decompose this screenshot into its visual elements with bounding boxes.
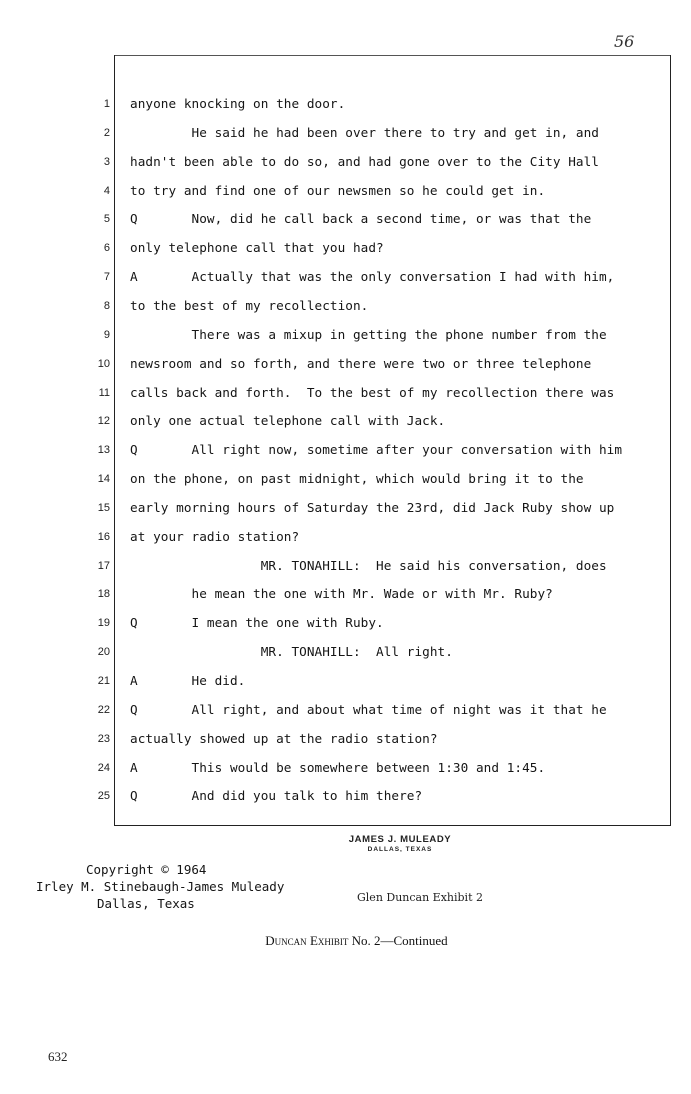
transcript-line: newsroom and so forth, and there were two or three telephone — [130, 355, 592, 371]
line-number: 19 — [97, 617, 110, 630]
reporter-stamp — [300, 834, 500, 853]
transcript-line: actually showed up at the radio station? — [130, 730, 438, 746]
line-number: 25 — [97, 790, 110, 803]
line-number: 20 — [97, 646, 110, 659]
line-number: 23 — [97, 732, 110, 745]
transcript-line: Q All right now, sometime after your conversation with him — [130, 442, 623, 458]
line-number: 18 — [97, 588, 110, 601]
line-number: 17 — [97, 559, 110, 572]
line-number: 12 — [97, 415, 110, 428]
transcript-line: only one actual telephone call with Jack. — [130, 413, 446, 429]
line-number: 3 — [103, 155, 110, 168]
transcript-line: There was a mixup in getting the phone number from the — [130, 326, 607, 342]
caption-word-2: Exhibit — [309, 933, 349, 948]
line-number: 16 — [97, 530, 110, 543]
line-number: 24 — [97, 761, 110, 774]
line-number: 13 — [97, 444, 110, 457]
transcript-line: A He did. — [130, 673, 246, 688]
line-number: 10 — [97, 357, 110, 370]
reporter-name: JAMES J. MULEADY — [348, 834, 452, 845]
transcript-line: he mean the one with Mr. Wade or with Mr. Ruby? — [130, 586, 553, 602]
line-number: 5 — [103, 213, 110, 226]
transcript-line: to the best of my recollection. — [130, 297, 369, 313]
line-number: 2 — [103, 126, 110, 139]
transcript-line: Q Now, did he call back a second time, or was that the — [130, 211, 592, 227]
transcript-line: MR. TONAHILL: He said his conversation, does — [130, 557, 607, 573]
folio-number: 632 — [48, 1049, 68, 1064]
transcript-line: Q All right, and about what time of night was it that he — [130, 701, 607, 717]
line-number: 11 — [98, 386, 110, 399]
line-number: 7 — [103, 271, 110, 284]
caption-rest: No. 2—Continued — [351, 933, 448, 948]
transcript-line: MR. TONAHILL: All right. — [130, 644, 453, 660]
caption-word-1: Duncan — [265, 933, 307, 948]
exhibit-label: Glen Duncan Exhibit 2 — [357, 891, 483, 904]
copyright-line-2: Irley M. Stinebaugh-James Muleady — [36, 879, 285, 894]
line-number: 8 — [103, 299, 110, 312]
line-number: 14 — [97, 473, 110, 486]
line-number: 15 — [97, 501, 110, 514]
transcript-line: A Actually that was the only conversation I had with him, — [130, 269, 615, 285]
line-number: 21 — [97, 675, 110, 687]
reporter-city: DALLAS, TEXAS — [367, 846, 433, 853]
transcript-line: A This would be somewhere between 1:30 and 1:45. — [130, 759, 546, 775]
transcript-line: only telephone call that you had? — [130, 240, 384, 256]
line-number: 6 — [103, 242, 110, 255]
transcript-line: calls back and forth. To the best of my recollection there was — [130, 384, 615, 400]
transcript-line: early morning hours of Saturday the 23rd, did Jack Ruby show up — [130, 499, 615, 515]
transcript-line: He said he had been over there to try and get in, and — [130, 124, 599, 140]
line-number: 9 — [103, 328, 110, 341]
transcript-line: on the phone, on past midnight, which would bring it to the — [130, 471, 584, 487]
transcript-line: hadn't been able to do so, and had gone over to the City Hall — [130, 153, 599, 169]
page-number-handwritten: 56 — [614, 32, 635, 51]
line-number: 22 — [97, 703, 110, 716]
transcript-line: to try and find one of our newsmen so he could get in. — [130, 182, 546, 198]
line-number: 4 — [103, 184, 110, 197]
line-number: 1 — [103, 98, 110, 110]
exhibit-caption — [0, 933, 691, 949]
transcript-line: at your radio station? — [130, 528, 300, 544]
transcript-line: Q And did you talk to him there? — [130, 788, 423, 804]
transcript-line: Q I mean the one with Ruby. — [130, 615, 384, 631]
copyright-line-3: Dallas, Texas — [97, 896, 195, 911]
transcript-line: anyone knocking on the door. — [130, 96, 346, 111]
copyright-line-1: Copyright © 1964 — [86, 862, 207, 877]
